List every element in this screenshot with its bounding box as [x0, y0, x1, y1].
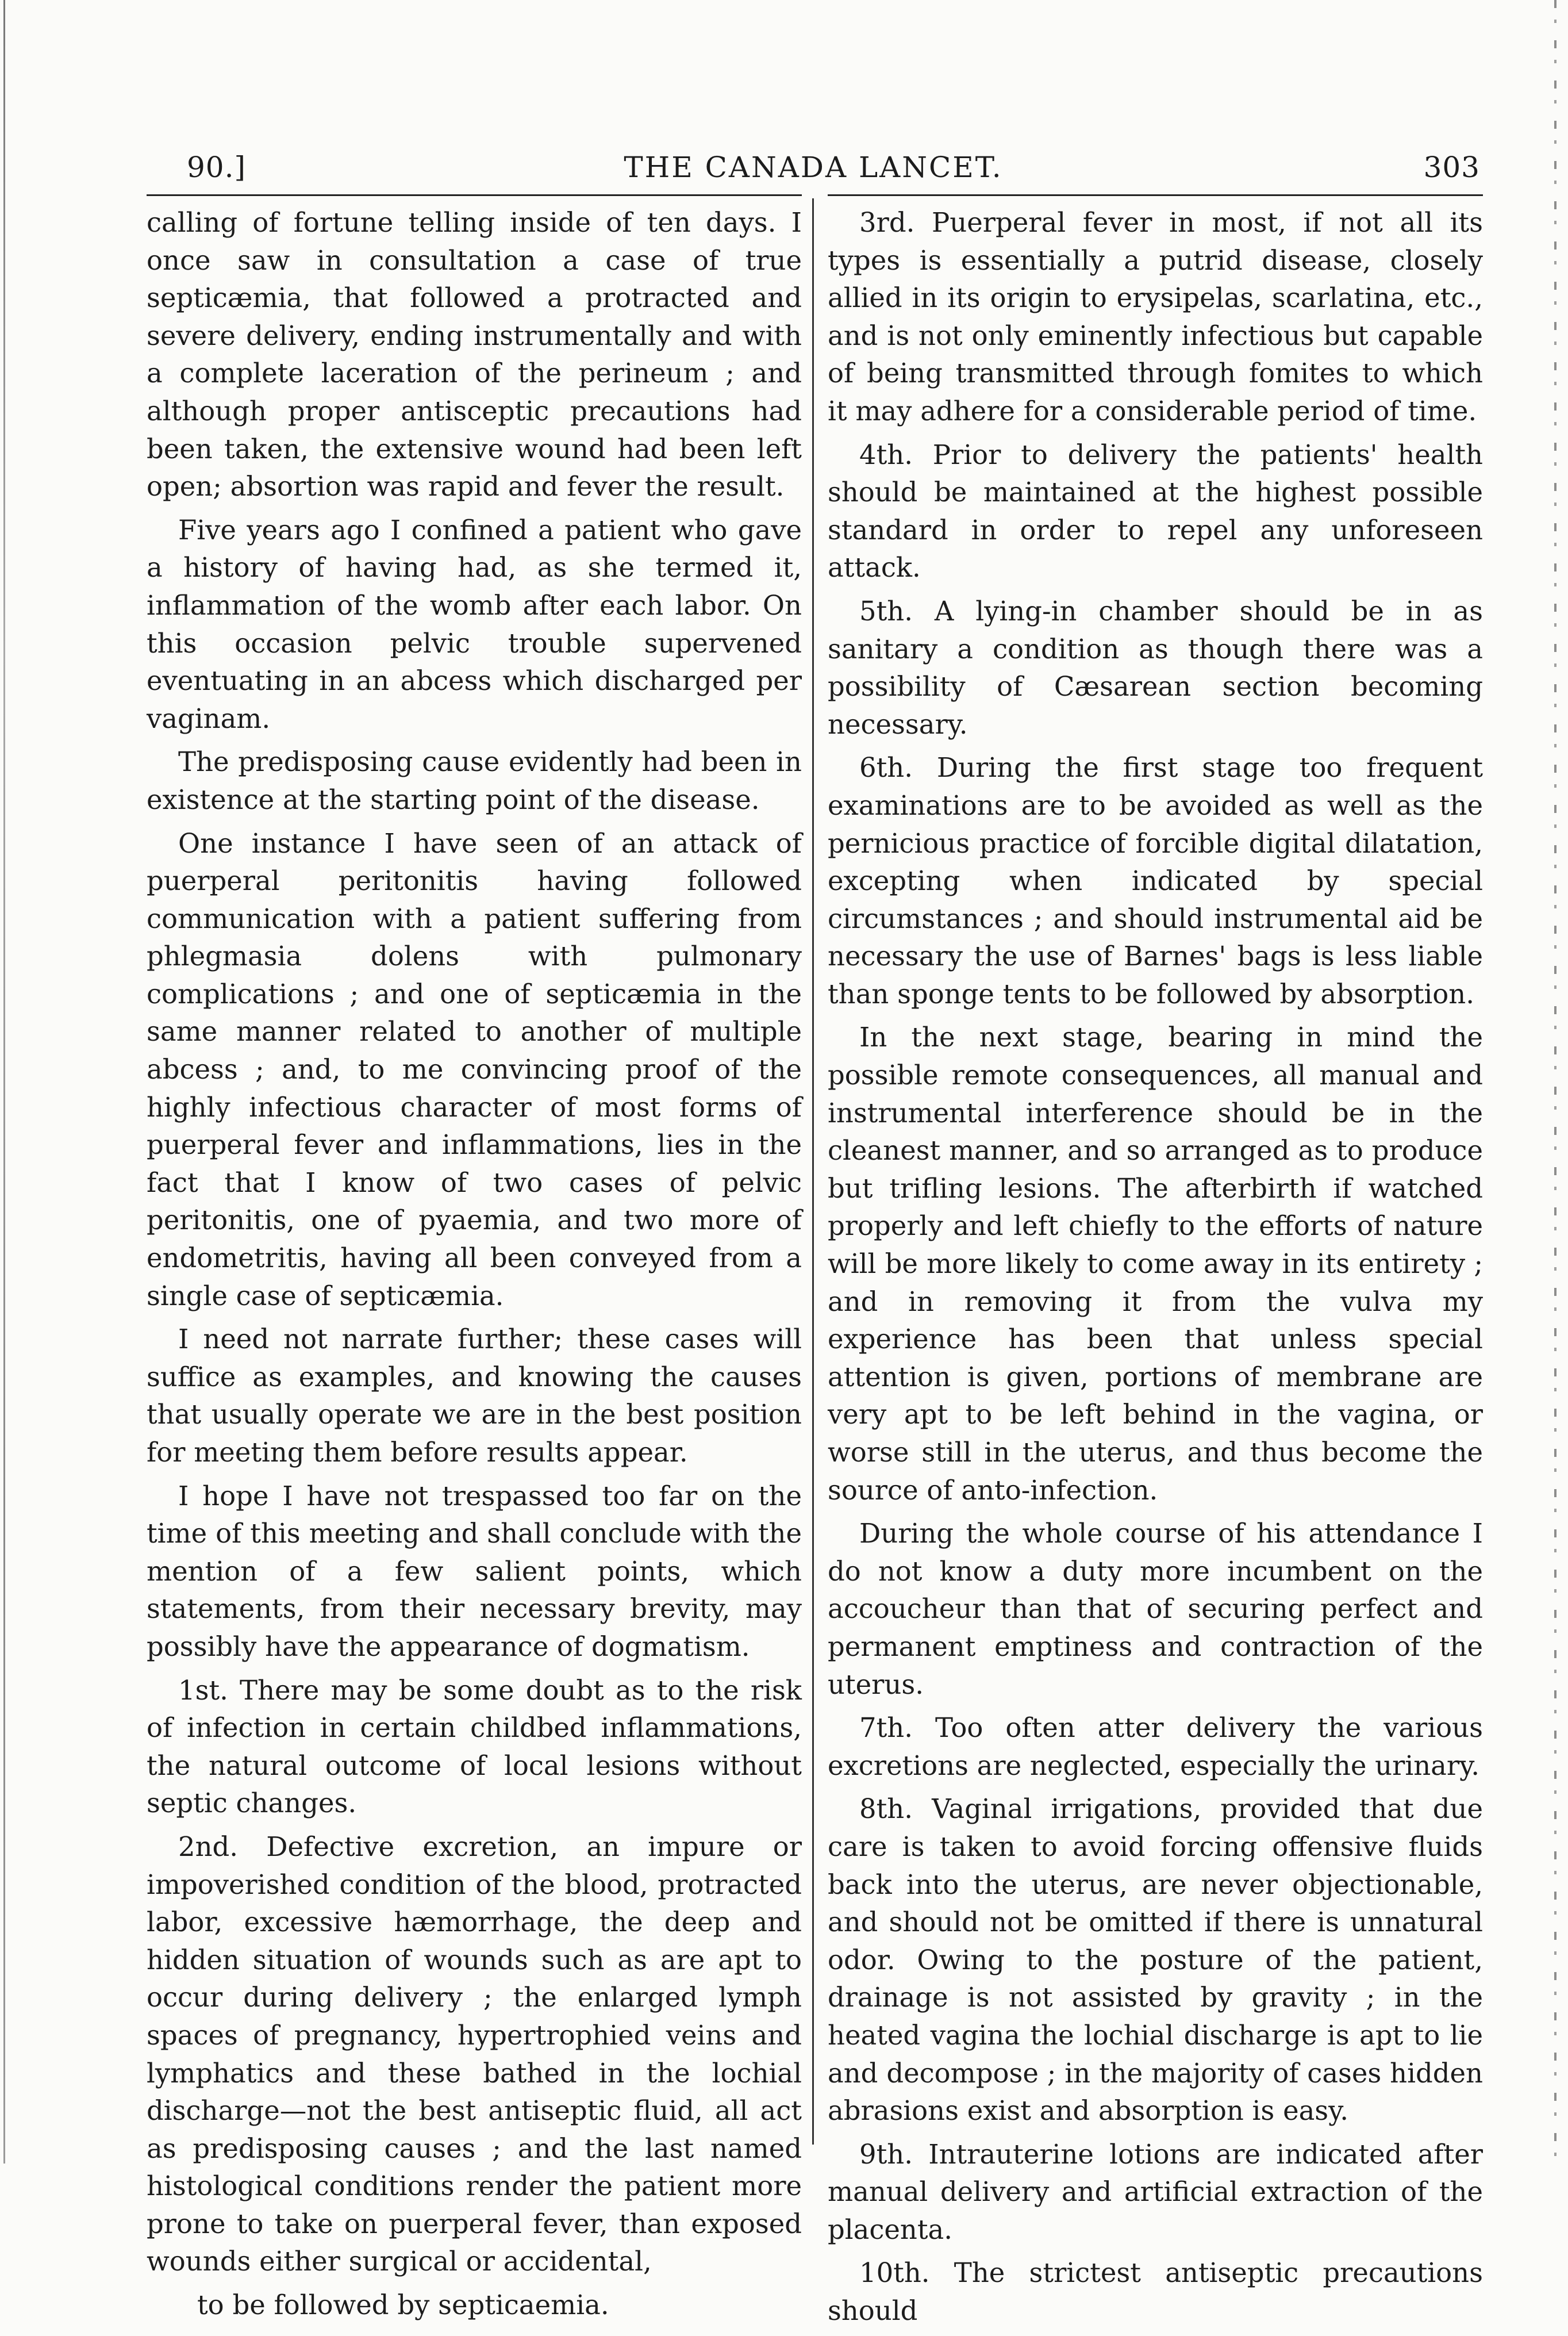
right-column — [828, 204, 1483, 2336]
header-number: 90.] — [187, 151, 247, 184]
paragraph: 4th. Prior to delivery the patients' health should be maintained at the highest possible standard in order to repel any unforeseen attack. — [828, 439, 1483, 584]
paragraph: 3rd. Puerperal fever in most, if not all its types is essentially a putrid disease, closely allied in its origin to erysipelas, scarlatina, etc., and is not only eminently infectious but capable of being transmitted through fomites to which it may adhere for a considerable period of time. — [828, 207, 1483, 427]
paragraph: 7th. Too often atter delivery the various excretions are neglected, especially the urinary. — [828, 1712, 1483, 1781]
paragraph: 2nd. Defective excretion, an impure or impoverished condition of the blood, protracted labor, excessive hæmorrhage, the deep and hidden situation of wounds such as are apt to occur during delivery ; the enlarged lymph spaces of pregnancy, hypertrophied veins and lymphatics and these bathed in the lochial discharge—not the best antiseptic fluid, all act as predisposing causes ; and the last named histological conditions render the patient more prone to take on puerperal fever, than exposed wounds either surgical or accidental, — [147, 1831, 802, 2277]
running-header — [147, 151, 1480, 191]
paragraph: 6th. During the first stage too frequent examinations are to be avoided as well as the pernicious practice of forcible digital dilatation, excepting when indicated by special circumstances ; and should instrumental aid be necessary the use of Barnes' bags is less liable than sponge tents to be followed by absorption. — [828, 752, 1483, 1010]
page-edge-left — [3, 0, 5, 2164]
paragraph: Five years ago I confined a patient who gave a history of having had, as she termed it, inflammation of the womb after each labor. On this occasion pelvic trouble supervened eventuating in an abcess which discharged per vaginam. — [147, 514, 802, 734]
paragraph: 1st. There may be some doubt as to the risk of infection in certain childbed inflammations, the natural outcome of local lesions without septic changes. — [147, 1674, 802, 1819]
paragraph: 9th. Intrauterine lotions are indicated after manual delivery and artificial extraction of the placenta. — [828, 2138, 1483, 2245]
paragraph: 10th. The strictest antiseptic precautions should — [828, 2257, 1483, 2327]
paragraph: calling of fortune telling inside of ten days. I once saw in consultation a case of true septicæmia, that followed a protracted and severe delivery, ending instrumentally and with a complete laceration of the perineum ; and although proper antisceptic precautions had been taken, the extensive wound had been left open; absortion was rapid and fever the result. — [147, 207, 802, 503]
paragraph: One instance I have seen of an attack of puerperal peritonitis having followed communication with a patient suffering from phlegmasia dolens with pulmonary complications ; and one of septicæmia in the same manner related to another of multiple abcess ; and, to me convincing proof of the highly infectious character of most forms of puerperal fever and inflammations, lies in the fact that I know of two cases of pelvic peritonitis, one of pyaemia, and two more of endometritis, having all been conveyed from a single case of septicæmia. — [147, 827, 802, 1311]
paragraph: The predisposing cause evidently had been in existence at the starting point of the disease. — [147, 746, 802, 815]
column-divider — [812, 198, 814, 2145]
paragraph: In the next stage, bearing in mind the possible remote consequences, all manual and instrumental interference should be in the cleanest manner, and so arranged as to produce but trifling lesions. The afterbirth if watched properly and left chiefly to the efforts of nature will be more likely to come away in its entirety ; and in removing it from the vulva my experience has been that unless special attention is given, portions of membrane are very apt to be left behind in the vagina, or worse still in the uterus, and thus become the source of anto-infection. — [828, 1022, 1483, 1506]
header-rule-left — [147, 194, 802, 196]
page-number: 303 — [1423, 151, 1480, 184]
paragraph: to be followed by septicaemia. — [197, 2289, 609, 2321]
header-rule-right — [828, 194, 1483, 196]
paragraph: 5th. A lying-in chamber should be in as sanitary a condition as though there was a possibility of Cæsarean section becoming necessary. — [828, 595, 1483, 740]
paragraph: I hope I have not trespassed too far on the time of this meeting and shall conclude with the mention of a few salient points, which statements, from their necessary brevity, may possibly have the appearance of dogmatism. — [147, 1480, 802, 1662]
journal-title: THE CANADA LANCET. — [624, 151, 1003, 184]
paragraph: I need not narrate further; these cases will suffice as examples, and knowing the causes that usually operate we are in the best position for meeting them before results appear. — [147, 1324, 802, 1468]
page-edge-right — [1554, 0, 1557, 2164]
paragraph: 8th. Vaginal irrigations, provided that due care is taken to avoid forcing offensive fluids back into the uterus, are never objectionable, and should not be omitted if there is unnatural odor. Owing to the posture of the patient, drainage is not assisted by gravity ; in the heated vagina the lochial discharge is apt to lie and decompose ; in the majority of cases hidden abrasions exist and absorption is easy. — [828, 1793, 1483, 2127]
left-column — [147, 204, 802, 2330]
paragraph: During the whole course of his attendance I do not know a duty more incumbent on the accoucheur than that of securing perfect and permanent emptiness and contraction of the uterus. — [828, 1518, 1483, 1700]
